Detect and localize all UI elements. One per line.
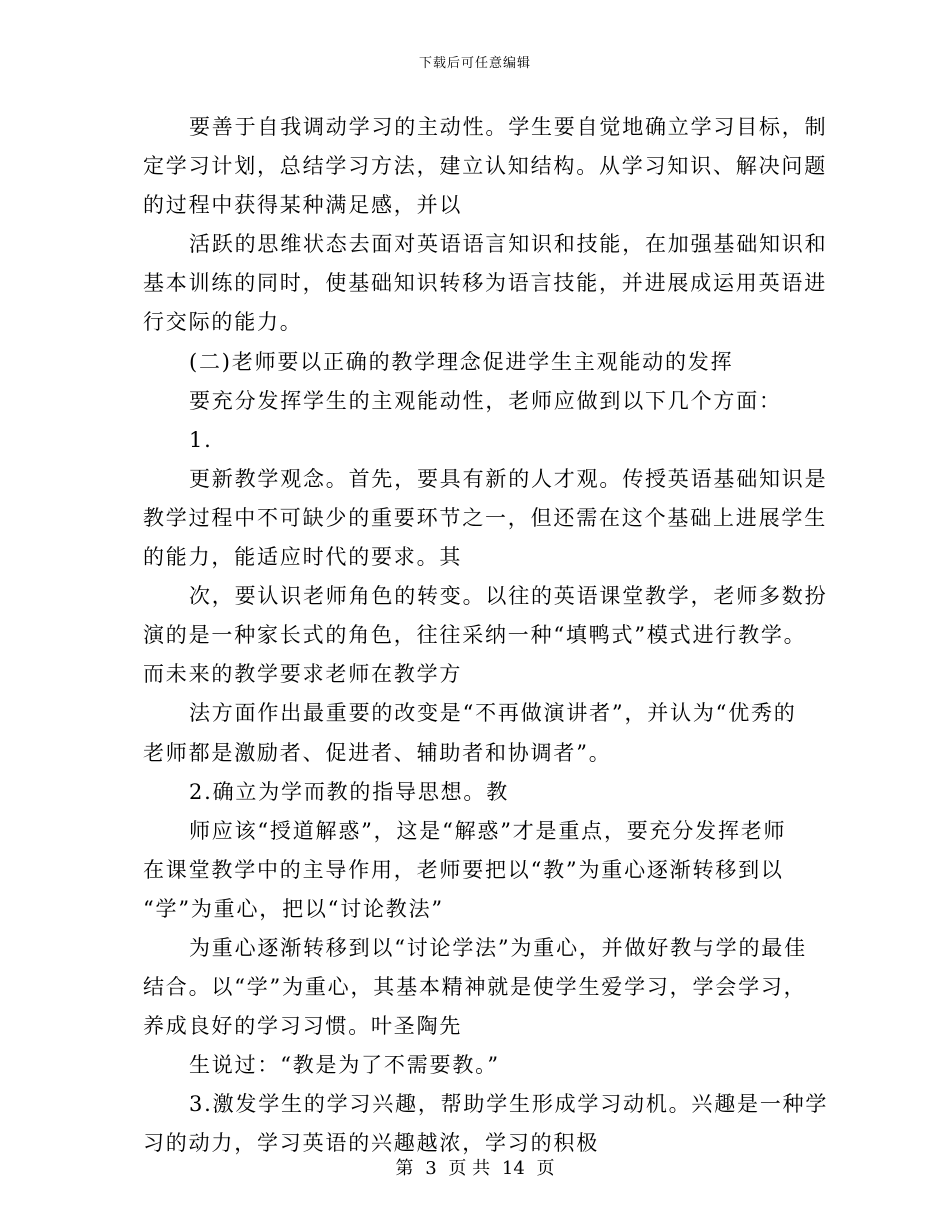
footer-mid: 页 共 [448,1158,491,1179]
text-line: 活跃的思维状态去面对英语语言知识和技能，在加强基础知识和 [189,232,828,257]
text-line: 定学习计划，总结学习方法，建立认知结构。从学习知识、解决问题 [143,154,827,179]
page-header: 下载后可任意编辑 [418,56,531,71]
text-line: 要充分发挥学生的主观能动性，老师应做到以下几个方面： [189,388,782,413]
text-line: 教学过程中不可缺少的重要环节之一，但还需在这个基础上进展学生 [143,505,827,530]
text-line: 师应该“授道解惑”，这是“解惑”才是重点，要充分发挥老师 [189,818,787,843]
current-page-number: 3 [425,1158,437,1179]
footer-suffix: 页 [536,1158,555,1179]
text-line: 法方面作出最重要的改变是“不再做演讲者”，并认为“优秀的 [189,701,797,726]
text-line: 基本训练的同时，使基础知识转移为语言技能，并进展成运用英语进 [143,271,827,296]
list-number: 1. [189,427,213,452]
text-line: 老师都是激励者、促进者、辅助者和协调者”。 [143,740,612,765]
text-line: 结合。以“学”为重心，其基本精神就是使学生爱学习，学会学习， [143,975,807,1000]
text-line: 习的动力，学习英语的兴趣越浓，学习的积极 [143,1131,599,1156]
text-line: 的能力，能适应时代的要求。其 [143,545,463,570]
total-pages: 14 [501,1158,525,1179]
text-line: 在课堂教学中的主导作用，老师要把以“教”为重心逐渐转移到以 [143,857,784,882]
footer-prefix: 第 [395,1158,414,1179]
text-line: 养成良好的学习习惯。叶圣陶先 [143,1014,463,1039]
text-line: 而未来的教学要求老师在教学方 [143,662,463,687]
section-heading: (二)老师要以正确的教学理念促进学生主观能动的发挥 [189,349,734,374]
text-line: “学”为重心，把以“讨论教法” [143,896,444,921]
text-line: 更新教学观念。首先，要具有新的人才观。传授英语基础知识是 [189,466,828,491]
text-line: 为重心逐渐转移到以“讨论学法”为重心，并做好教与学的最佳 [189,935,807,960]
text-line: 的过程中获得某种满足感，并以 [143,193,463,218]
text-line: 演的是一种家长式的角色，往往采纳一种“填鸭式”模式进行教学。 [143,623,807,648]
text-line: 次，要认识老师角色的转变。以往的英语课堂教学，老师多数扮 [189,584,828,609]
text-line: 行交际的能力。 [143,310,303,335]
text-line: 2.确立为学而教的指导思想。教 [189,779,510,804]
document-body [143,108,829,1164]
page-footer [0,1154,950,1180]
text-line: 3.激发学生的学习兴趣，帮助学生形成学习动机。兴趣是一种学 [189,1092,829,1117]
text-line: 生说过：“教是为了不需要教。” [189,1053,500,1078]
text-line: 要善于自我调动学习的主动性。学生要自觉地确立学习目标，制 [189,115,828,139]
